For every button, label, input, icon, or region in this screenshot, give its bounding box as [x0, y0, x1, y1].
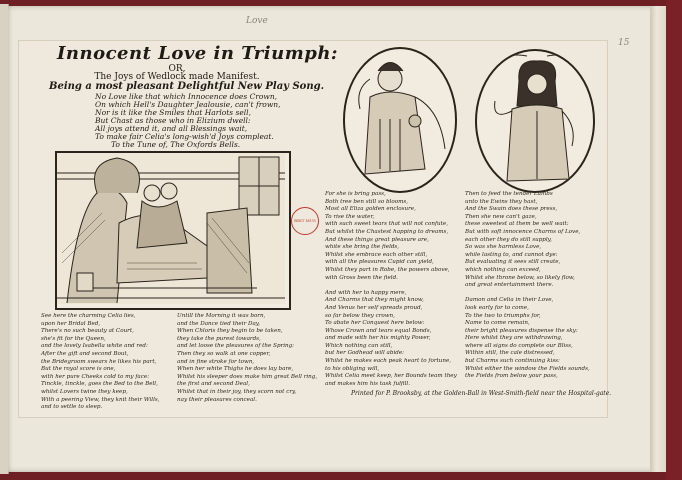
- column-line: upon her Bridal Bed,: [41, 320, 101, 327]
- column-line: Whilst his sleeper does make him great Bell ring,: [177, 373, 318, 380]
- column-line: and the lovely Isabella white and red:: [41, 343, 148, 350]
- verse-line: All joys attend it, and all Blessings wait,: [95, 124, 248, 133]
- column-line: See here the charming Celia lies,: [41, 313, 136, 319]
- column-line: [325, 282, 457, 290]
- column-line: To the two to triumphs for,: [465, 312, 541, 319]
- portrait-woman-oval: [343, 47, 457, 193]
- column-line: Then they so walk at one copper,: [177, 350, 271, 357]
- column-line: Both tree ben still so blooms,: [325, 198, 409, 205]
- column-line: Damon and Celia in their Love,: [465, 297, 554, 304]
- column-line: their bright pleasures dispense the sky:: [465, 327, 578, 334]
- text-column-4: [465, 191, 590, 381]
- column-line: Most all Eliza golden enclosure,: [325, 206, 416, 213]
- verse-line: On which Hell's Daughter Jealousie, can't frown,: [95, 100, 281, 109]
- column-line: nay their pleasures conceal.: [177, 396, 257, 403]
- verse-line: To make fair Celia's long-wish'd Joys compleat.: [95, 132, 274, 141]
- page-gutter: [650, 6, 666, 472]
- column-line: unto the Ewins they hast,: [465, 198, 538, 205]
- column-line: the first and second Deal,: [177, 381, 250, 388]
- column-line: each other they do still supply,: [465, 236, 552, 243]
- column-line: while lasting to, and cannot dye:: [465, 251, 558, 258]
- column-line: Whilst she embrace each other still,: [325, 251, 428, 258]
- column-line: Untill the Morning it was born,: [177, 313, 266, 319]
- column-line: Then to feed the tender Lambs: [465, 191, 553, 197]
- pencil-note: Love: [246, 16, 268, 26]
- column-line: with all the pleasures Cupid can yield,: [325, 259, 434, 266]
- column-line: For she is bring pass,: [325, 191, 386, 197]
- book-spine: [666, 0, 682, 480]
- column-line: Name to come remain,: [465, 320, 530, 327]
- column-line: And Venus her self spreads proud,: [325, 304, 423, 311]
- column-line: With a peering View, they knit their Wills,: [41, 396, 160, 403]
- column-line: and the Dance tied their Day,: [177, 320, 261, 327]
- column-line: the Bridegroom swears he likes his part,: [41, 358, 157, 365]
- column-line: So was she harmless Love,: [465, 244, 542, 251]
- column-line: Whilst she throne below, so likely flow,: [465, 274, 575, 281]
- tune-line: To the Tune of, The Oxfords Bells.: [111, 140, 241, 149]
- column-line: but Charms such continuing kiss:: [465, 358, 560, 365]
- column-line: and made with her his mighty Power,: [325, 335, 431, 342]
- column-line: And these things great pleasure are,: [325, 236, 429, 243]
- column-line: But whilst the Chastest happing to dreams,: [325, 228, 449, 235]
- column-line: Within still, the cale distressed,: [465, 350, 555, 357]
- column-line: [465, 290, 590, 298]
- column-line: and great entertainment there.: [465, 282, 554, 289]
- column-line: which nothing can exceed,: [465, 266, 541, 273]
- column-line: they take the purest towards,: [177, 335, 261, 342]
- column-line: Whilst either the window the Fields sounds,: [465, 365, 590, 372]
- column-line: but her Godhead will abide:: [325, 350, 405, 357]
- column-line: But with soft innocence Charms of Love,: [465, 228, 581, 235]
- page-title: Innocent Love in Triumph:: [57, 43, 339, 64]
- text-column-1: [41, 313, 160, 412]
- column-line: and to settle to sleep.: [41, 404, 103, 411]
- column-line: and makes him his task fulfill.: [325, 380, 410, 387]
- broadside-sheet: [18, 40, 612, 418]
- column-line: When her white Thighs he does lay bare,: [177, 366, 294, 373]
- column-line: Whilst he makes each peak heart to fortune,: [325, 358, 452, 365]
- column-line: white she bring the fields,: [325, 244, 400, 251]
- column-line: To rise the water,: [325, 213, 375, 220]
- column-line: Here whilst they are withdrawing,: [465, 335, 563, 342]
- column-line: look early for to come,: [465, 304, 529, 311]
- column-line: Whose Crown and tears equal Bonds,: [325, 327, 432, 334]
- verse-line: Nor is it like the Smiles that Harlots sell,: [95, 108, 251, 117]
- column-line: these sweetest at them be well wait:: [465, 221, 569, 228]
- column-line: And with her to happy mere,: [325, 289, 407, 296]
- column-line: There's no such beauty at Court,: [41, 328, 134, 335]
- column-line: and let loose the pleasures of the Spring:: [177, 343, 295, 350]
- subtitle: The Joys of Wedlock made Manifest.: [94, 72, 260, 82]
- column-line: Whilst they part in Robe, the powers above,: [325, 266, 450, 273]
- column-line: the Fields from below your pass,: [465, 373, 558, 380]
- column-line: When Chloris they begin to be taken,: [177, 328, 283, 335]
- column-line: Then she new can't gaze,: [465, 213, 537, 220]
- page-number: 15: [618, 38, 630, 48]
- text-column-2: [177, 313, 317, 404]
- column-line: whilst Lovers twine they keep,: [41, 388, 128, 395]
- title-or: OR,: [168, 64, 186, 74]
- column-line: to his obliging will,: [325, 365, 380, 372]
- printer-imprint: Printed for P. Brooksby, at the Golden-Ball in West-Smith-field near the Hospital-gate.: [351, 390, 612, 397]
- library-stamp: BRIT MUS: [291, 207, 319, 235]
- column-line: Tinckle, tinckle, goes the Bed to the Bell,: [41, 381, 158, 388]
- column-line: Whilst Celia meet keep, her Bounds team they: [325, 373, 457, 380]
- column-line: with such sweet tears that will not confute,: [325, 221, 448, 228]
- portrait-man-oval: [475, 49, 595, 193]
- column-line: But the royal score is one,: [41, 366, 116, 373]
- verse-line: But Chast as those who in Elizium dwell:: [95, 116, 251, 125]
- headline: Being a most pleasant Delightful New Play Song.: [49, 81, 325, 92]
- verse-line: No Love like that which Innocence does Crown,: [95, 92, 278, 101]
- column-line: To abate her Conquest here below:: [325, 320, 425, 327]
- column-line: with her pure Cheeks cold to my face:: [41, 373, 150, 380]
- column-line: and in fine stroke for town,: [177, 358, 255, 365]
- column-line: After the gift and second Bout,: [41, 350, 129, 357]
- column-line: Whilst that in their joy, they scorn not cry,: [177, 388, 297, 395]
- text-column-3: [325, 191, 457, 388]
- column-line: so far below they crown,: [325, 312, 395, 319]
- column-line: And the Swain does these press,: [465, 206, 558, 213]
- column-line: But evaluating it sees still create,: [465, 259, 561, 266]
- column-line: she's fit for the Queen,: [41, 335, 106, 342]
- column-line: Which nothing can still,: [325, 342, 393, 349]
- woodcut-bed-scene: [55, 151, 291, 310]
- column-line: with Gross been the field.: [325, 274, 398, 281]
- column-line: where all signs do complete our Bliss,: [465, 342, 573, 349]
- column-line: And Charms that they might know,: [325, 297, 424, 304]
